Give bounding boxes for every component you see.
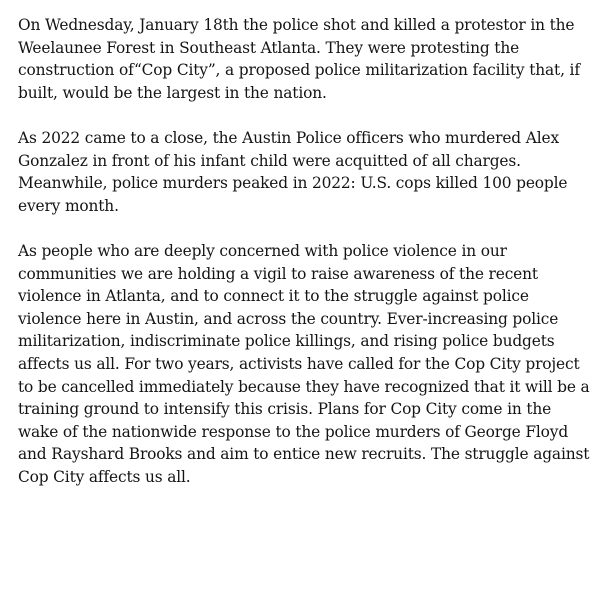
paragraph-atlanta-shooting: On Wednesday, January 18th the police shot and killed a protestor in the Weelaunee Forest in Southeast Atlanta. They were protesting the construction of“Cop City”, a proposed police militarization facility that, if built, would be the largest in the nation. [18, 16, 580, 102]
paragraph-vigil: As people who are deeply concerned with police violence in our communities we are holding a vigil to raise awareness of the recent violence in Atlanta, and to connect it to the struggle against police violence here in Austin, and across the country. Ever-increasing police militarization, indiscriminate police killings, and rising police budgets affects us all. For two years, activists have called for the Cop City project to be cancelled immediately because they have recognized that it will be a training ground to intensify this crisis. Plans for Cop City come in the wake of the nationwide response to the police murders of George Floyd and Rayshard Brooks and aim to entice new recruits. The struggle against Cop City affects us all. [18, 241, 590, 486]
paragraph-austin-acquittal: As 2022 came to a close, the Austin Police officers who murdered Alex Gonzalez in front of his infant child were acquitted of all charges. Meanwhile, police murders peaked in 2022: U.S. cops killed 100 people every month. [18, 128, 568, 215]
document-body [18, 14, 590, 511]
